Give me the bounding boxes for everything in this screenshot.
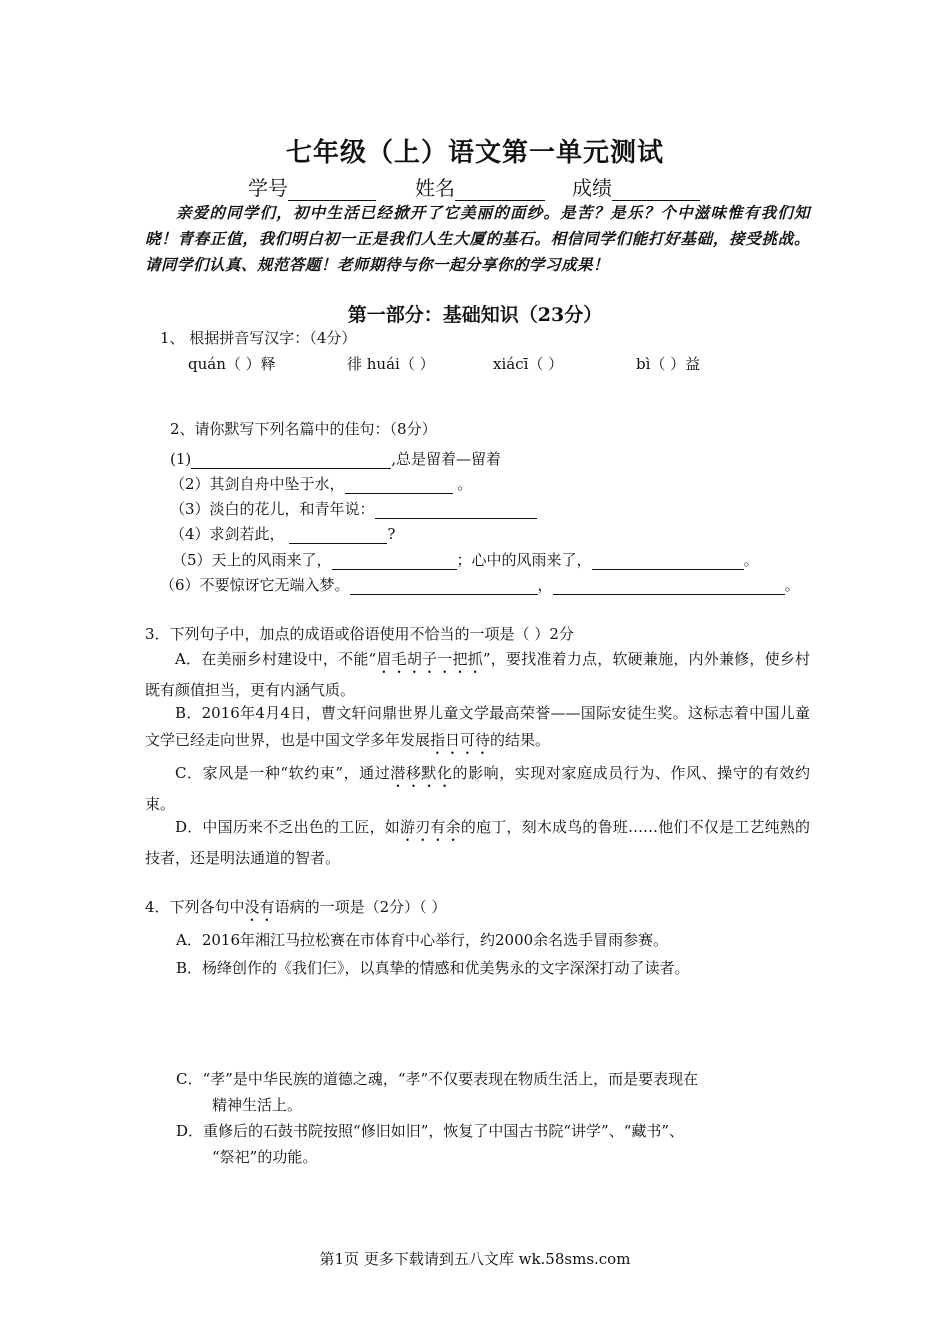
q3-option-a[interactable]: A．在美丽乡村建设中，不能“眉毛胡子一把抓”，要找准着力点，软硬兼施，内外兼修，使乡村既有颜值担当，更有内涵气质。 bbox=[145, 650, 810, 699]
q2-line-6: （6）不要惊讶它无端入梦。 ， 。 bbox=[160, 576, 800, 594]
intro-message: 亲爱的同学们，初中生活已经掀开了它美丽的面纱。是苦？是乐？个中滋味惟有我们知晓！青春正值，我们明白初一正是我们人生大厦的基石。相信同学们能打好基础，接受挑战。请同学们认真、规范答题！老师期待与你一起分享你的学习成果！ bbox=[145, 203, 810, 274]
q1-item[interactable]: xiácī（ ） bbox=[493, 355, 564, 373]
page-footer: 第1页 更多下载请到五八文库 wk.58sms.com bbox=[319, 1250, 631, 1268]
q3-option-d[interactable]: D．中国历来不乏出色的工匠，如游刃有余的庖丁，刻木成鸟的鲁班……他们不仅是工艺纯熟的技者，还是明法通道的智者。 bbox=[145, 818, 810, 867]
student-name-label: 姓名 bbox=[415, 176, 455, 200]
answer-blank[interactable] bbox=[345, 476, 453, 494]
answer-blank[interactable] bbox=[553, 577, 785, 595]
q4-stem: 4．下列各句中没有语病的一项是（2分）（ ） bbox=[145, 898, 447, 916]
q1-item[interactable]: 徘 huái（ ） bbox=[347, 355, 435, 373]
answer-blank[interactable] bbox=[289, 526, 387, 544]
answer-blank[interactable] bbox=[350, 577, 538, 595]
student-id-blank[interactable] bbox=[288, 180, 376, 201]
q2-stem: 2、请你默写下列名篇中的佳句：（8分） bbox=[170, 420, 437, 438]
q4-option-c[interactable]: C．“孝”是中华民族的道德之魂，“孝”不仅要表现在物质生活上，而是要表现在 bbox=[176, 1070, 699, 1088]
answer-blank[interactable] bbox=[375, 501, 537, 519]
q3-option-b[interactable]: B．2016年4月4日，曹文轩问鼎世界儿童文学最高荣誉——国际安徒生奖。这标志着中国儿童文学已经走向世界，也是中国文学多年发展指日可待的结果。 bbox=[145, 704, 810, 749]
q1-item[interactable]: bì（ ）益 bbox=[636, 355, 701, 373]
q3-option-c[interactable]: C．家风是一种“软约束”，通过潜移默化的影响，实现对家庭成员行为、作风、操守的有效约束。 bbox=[145, 764, 810, 813]
q2-line-1: (1) ,总是留着—留着 bbox=[170, 450, 502, 468]
answer-blank[interactable] bbox=[332, 552, 457, 570]
q2-line-2: （2）其剑自舟中坠于水， 。 bbox=[170, 475, 473, 493]
q4-option-b[interactable]: B．杨绛创作的《我们仨》，以真挚的情感和优美隽永的文字深深打动了读者。 bbox=[176, 959, 690, 977]
q2-line-4: （4）求剑若此， ? bbox=[170, 525, 396, 543]
answer-blank[interactable] bbox=[592, 552, 744, 570]
answer-blank[interactable] bbox=[191, 451, 391, 469]
page-title: 七年级（上）语文第一单元测试 bbox=[285, 138, 664, 168]
q4-option-c-cont: 精神生活上。 bbox=[212, 1096, 303, 1114]
score-blank[interactable] bbox=[612, 180, 700, 201]
q4-option-a[interactable]: A．2016年湘江马拉松赛在市体育中心举行，约2000余名选手冒雨参赛。 bbox=[176, 931, 669, 949]
q2-line-5: （5）天上的风雨来了， ；心中的风雨来了， 。 bbox=[172, 551, 759, 569]
q4-option-d-cont: “祭祀”的功能。 bbox=[212, 1148, 318, 1166]
student-name-field[interactable] bbox=[415, 172, 545, 201]
student-id-label: 学号 bbox=[248, 176, 288, 200]
student-id-field[interactable] bbox=[248, 172, 376, 201]
score-label: 成绩 bbox=[572, 176, 612, 200]
section-heading: 第一部分：基础知识（23分） bbox=[347, 304, 603, 326]
q1-stem: 1、 根据拼音写汉字：（4分） bbox=[160, 329, 357, 347]
q4-option-d[interactable]: D．重修后的石鼓书院按照“修旧如旧”，恢复了中国古书院“讲学”、“藏书”、 bbox=[176, 1122, 685, 1140]
q1-item[interactable]: quán（ ）释 bbox=[188, 355, 276, 373]
q2-line-3: （3）淡白的花儿，和青年说： bbox=[170, 498, 537, 519]
score-field[interactable] bbox=[572, 172, 700, 201]
student-name-blank[interactable] bbox=[455, 180, 545, 201]
q3-stem: 3．下列句子中，加点的成语或俗语使用不恰当的一项是（ ）2分 bbox=[145, 625, 574, 643]
